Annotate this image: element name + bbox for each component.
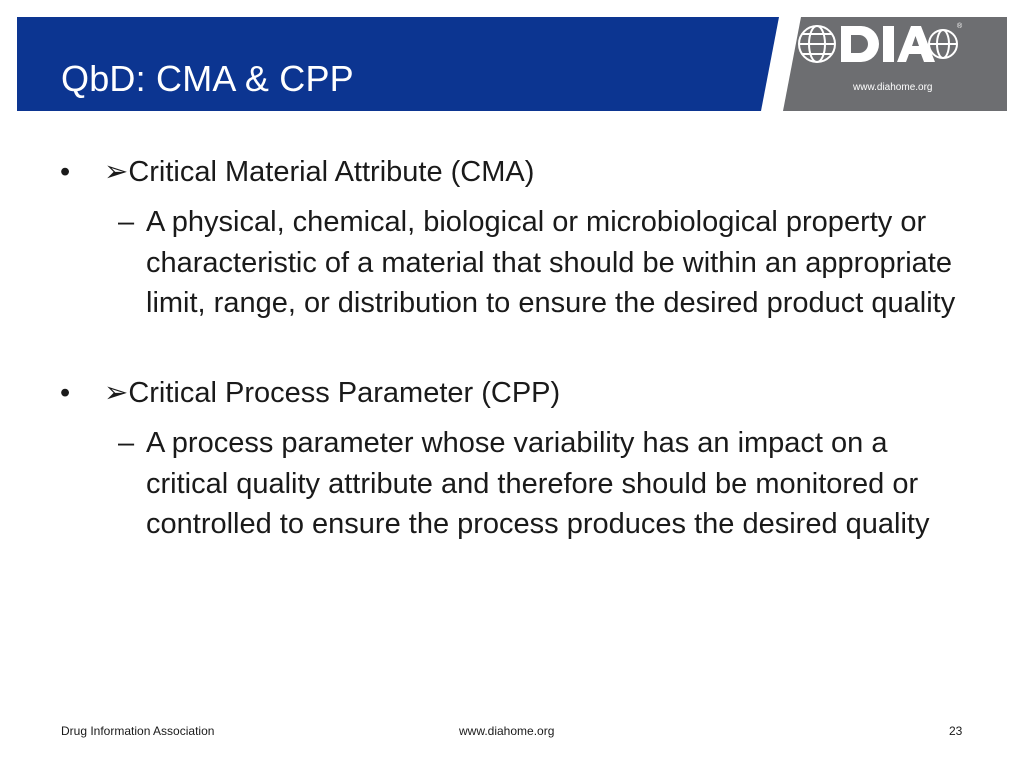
slide-title: QbD: CMA & CPP — [61, 58, 354, 99]
page-number: 23 — [949, 724, 963, 738]
logo-url: www.diahome.org — [853, 82, 933, 93]
arrow-bullet-icon: ➢ — [104, 377, 129, 409]
sub-bullet-text: A process parameter whose variability has an impact on a critical quality attribute and therefore should be monitored or controlled to ensure the process produces the desired quality — [146, 427, 930, 540]
globe-right-icon — [929, 30, 957, 58]
logo-letter-i — [883, 26, 894, 62]
footer-organization: Drug Information Association — [61, 724, 215, 738]
dia-logo — [793, 18, 963, 82]
sub-bullet-text: A physical, chemical, biological or microbiological property or characteristic of a material that should be within an appropriate limit, range, or distribution to ensure the desired product quality — [146, 206, 956, 319]
arrow-bullet-icon: ➢ — [104, 156, 129, 188]
globe-left-icon — [799, 26, 835, 62]
sub-bullet-marker: – — [118, 427, 135, 459]
bullet-marker: • — [60, 156, 71, 188]
registered-mark: ® — [957, 23, 963, 30]
footer-url: www.diahome.org — [459, 724, 555, 738]
bullet-item-cma — [104, 152, 534, 192]
bullet-marker: • — [60, 377, 71, 409]
bullet-item-cpp — [104, 373, 560, 413]
bullet-text: Critical Process Parameter (CPP) — [128, 377, 561, 409]
logo-letter-d — [841, 26, 879, 62]
sub-bullet-marker: – — [118, 206, 135, 238]
bullet-text: Critical Material Attribute (CMA) — [128, 156, 535, 188]
